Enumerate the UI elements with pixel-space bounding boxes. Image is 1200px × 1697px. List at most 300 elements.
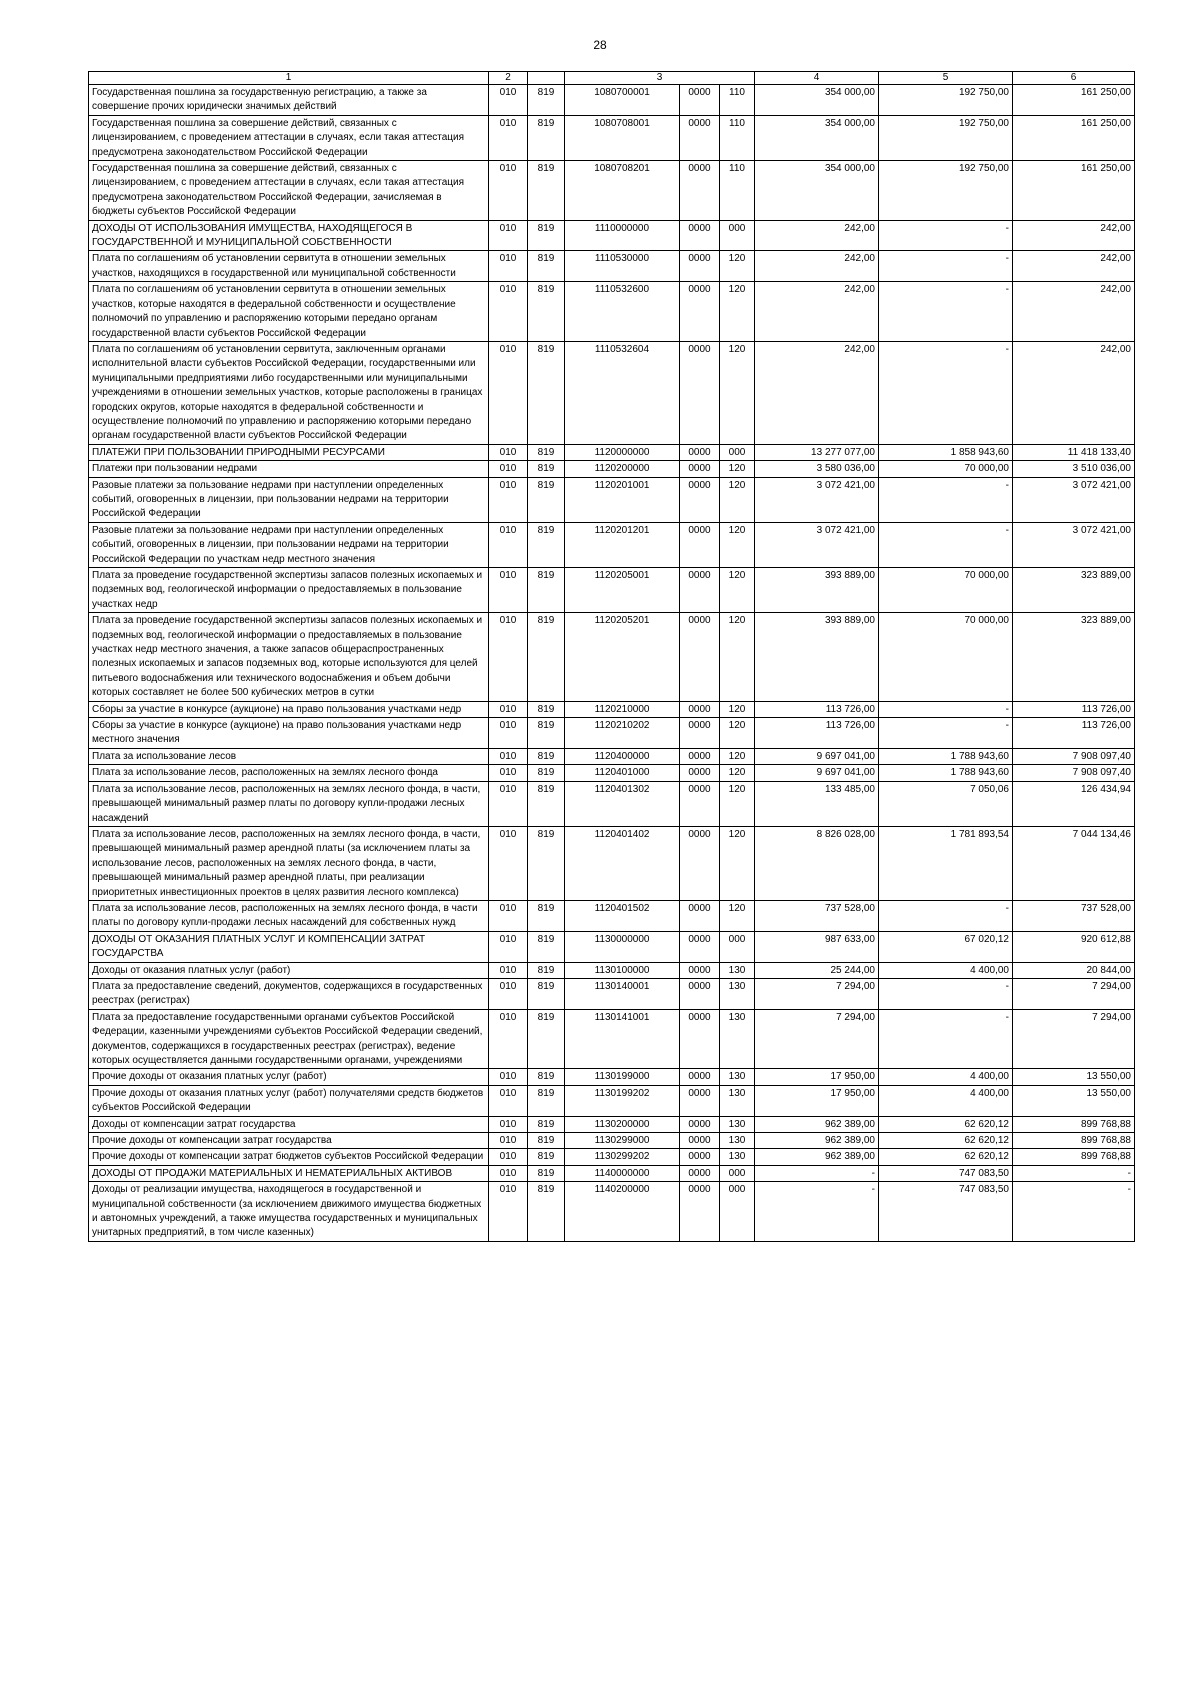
table-row — [89, 115, 1135, 160]
row-code-kosgu-cell: 120 — [720, 568, 755, 613]
row-code-admin-cell: 819 — [528, 978, 565, 1009]
row-name-cell: Плата за использование лесов, расположенных на землях лесного фонда — [89, 765, 489, 781]
row-code-program-cell: 0000 — [680, 444, 720, 460]
row-code-chapter-cell: 010 — [489, 1009, 528, 1069]
row-value-col6-cell: 113 726,00 — [1013, 701, 1135, 717]
row-value-col4-cell: 7 294,00 — [755, 978, 879, 1009]
row-code-chapter-cell: 010 — [489, 522, 528, 567]
row-value-col4-cell: 113 726,00 — [755, 718, 879, 749]
row-code-program-cell: 0000 — [680, 85, 720, 116]
row-code-admin-cell: 819 — [528, 282, 565, 342]
row-value-col5-cell: 70 000,00 — [879, 568, 1013, 613]
table-row — [89, 477, 1135, 522]
table-row — [89, 1116, 1135, 1132]
row-code-admin-cell: 819 — [528, 1009, 565, 1069]
row-code-admin-cell: 819 — [528, 161, 565, 221]
row-value-col4-cell: 242,00 — [755, 341, 879, 444]
row-value-col5-cell: 1 788 943,60 — [879, 765, 1013, 781]
row-code-kosgu-cell: 120 — [720, 765, 755, 781]
row-value-col6-cell: 7 294,00 — [1013, 978, 1135, 1009]
row-code-program-cell: 0000 — [680, 282, 720, 342]
row-value-col6-cell: 899 768,88 — [1013, 1149, 1135, 1165]
row-value-col4-cell: 9 697 041,00 — [755, 765, 879, 781]
column-number-header-row — [89, 72, 1135, 85]
row-value-col6-cell: 242,00 — [1013, 220, 1135, 251]
row-name-cell: Доходы от реализации имущества, находящегося в государственной и муниципальной собственности (за исключением движимого имущества бюджетных и автономных учреждений, а также имущества государственных и муниципальных унитарных предприятий, в том числе казенных) — [89, 1182, 489, 1242]
row-code-program-cell: 0000 — [680, 461, 720, 477]
row-value-col6-cell: 161 250,00 — [1013, 85, 1135, 116]
header-col-1: 1 — [89, 72, 489, 85]
row-code-admin-cell: 819 — [528, 826, 565, 900]
row-code-kosgu-cell: 120 — [720, 477, 755, 522]
row-code-chapter-cell: 010 — [489, 568, 528, 613]
row-code-kosgu-cell: 130 — [720, 978, 755, 1009]
table-row — [89, 341, 1135, 444]
row-value-col6-cell: 13 550,00 — [1013, 1069, 1135, 1085]
row-name-cell: Государственная пошлина за государственную регистрацию, а также за совершение прочих юридически значимых действий — [89, 85, 489, 116]
row-code-admin-cell: 819 — [528, 931, 565, 962]
row-name-cell: Плата за проведение государственной экспертизы запасов полезных ископаемых и подземных вод, геологической информации о предоставляемых в пользование участках недр местного значения, а также запасов общераспространенных полезных ископаемых и запасов подземных вод, которые используются для целей питьевого водоснабжения или технического водоснабжения и объем добычи которых составляет не более 500 кубических метров в сутки — [89, 613, 489, 701]
row-value-col4-cell: 354 000,00 — [755, 161, 879, 221]
row-name-cell: Разовые платежи за пользование недрами при наступлении определенных событий, оговоренных в лицензии, при пользовании недрами на территории Российской Федерации по участкам недр местного значения — [89, 522, 489, 567]
row-value-col6-cell: 899 768,88 — [1013, 1116, 1135, 1132]
row-code-kbk-cell: 1120401302 — [565, 781, 680, 826]
table-row — [89, 978, 1135, 1009]
header-col-6: 6 — [1013, 72, 1135, 85]
header-col-3: 3 — [565, 72, 755, 85]
row-name-cell: Плата за предоставление сведений, документов, содержащихся в государственных реестрах (регистрах) — [89, 978, 489, 1009]
row-code-admin-cell: 819 — [528, 962, 565, 978]
row-code-chapter-cell: 010 — [489, 115, 528, 160]
row-code-program-cell: 0000 — [680, 161, 720, 221]
row-code-kosgu-cell: 120 — [720, 748, 755, 764]
table-row — [89, 1009, 1135, 1069]
row-code-program-cell: 0000 — [680, 978, 720, 1009]
row-value-col5-cell: - — [879, 718, 1013, 749]
row-code-chapter-cell: 010 — [489, 718, 528, 749]
row-value-col4-cell: 13 277 077,00 — [755, 444, 879, 460]
row-code-kosgu-cell: 130 — [720, 1149, 755, 1165]
row-name-cell: Плата за проведение государственной экспертизы запасов полезных ископаемых и подземных вод, геологической информации о предоставляемых в пользование участках недр — [89, 568, 489, 613]
row-code-admin-cell: 819 — [528, 1133, 565, 1149]
row-code-kosgu-cell: 120 — [720, 718, 755, 749]
row-name-cell: ДОХОДЫ ОТ ИСПОЛЬЗОВАНИЯ ИМУЩЕСТВА, НАХОДЯЩЕГОСЯ В ГОСУДАРСТВЕННОЙ И МУНИЦИПАЛЬНОЙ СОБСТВЕННОСТИ — [89, 220, 489, 251]
header-col-4: 4 — [755, 72, 879, 85]
row-code-program-cell: 0000 — [680, 900, 720, 931]
row-value-col5-cell: - — [879, 1009, 1013, 1069]
row-code-admin-cell: 819 — [528, 900, 565, 931]
row-code-chapter-cell: 010 — [489, 1133, 528, 1149]
row-value-col6-cell: 126 434,94 — [1013, 781, 1135, 826]
row-value-col6-cell: 11 418 133,40 — [1013, 444, 1135, 460]
row-value-col5-cell: 192 750,00 — [879, 115, 1013, 160]
row-code-admin-cell: 819 — [528, 613, 565, 701]
row-value-col5-cell: - — [879, 978, 1013, 1009]
row-value-col4-cell: 242,00 — [755, 282, 879, 342]
row-name-cell: Плата по соглашениям об установлении сервитута в отношении земельных участков, которые находятся в федеральной собственности и осуществление полномочий по управлению и распоряжению которыми передано органам государственной власти субъектов Российской Федерации — [89, 282, 489, 342]
row-value-col6-cell: 7 044 134,46 — [1013, 826, 1135, 900]
row-name-cell: Плата по соглашениям об установлении сервитута, заключенным органами исполнительной власти субъектов Российской Федерации, государственными или муниципальными предприятиями либо государственными или муниципальными учреждениями в отношении земельных участков, которые расположены в границах городских округов, которые находятся в федеральной собственности и осуществление полномочий по управлению и распоряжению которыми передано органам государственной власти субъектов Российской Федерации — [89, 341, 489, 444]
row-value-col5-cell: - — [879, 341, 1013, 444]
row-code-kbk-cell: 1140200000 — [565, 1182, 680, 1242]
table-row — [89, 613, 1135, 701]
row-value-col4-cell: 962 389,00 — [755, 1133, 879, 1149]
row-code-chapter-cell: 010 — [489, 900, 528, 931]
row-code-kbk-cell: 1120210000 — [565, 701, 680, 717]
row-code-chapter-cell: 010 — [489, 962, 528, 978]
row-code-program-cell: 0000 — [680, 477, 720, 522]
row-code-admin-cell: 819 — [528, 748, 565, 764]
table-row — [89, 1085, 1135, 1116]
row-name-cell: Плата за использование лесов, расположенных на землях лесного фонда, в части платы по договору купли-продажи лесных насаждений для собственных нужд — [89, 900, 489, 931]
row-name-cell: Разовые платежи за пользование недрами при наступлении определенных событий, оговоренных в лицензии, при пользовании недрами на территории Российской Федерации — [89, 477, 489, 522]
row-code-kbk-cell: 1120201001 — [565, 477, 680, 522]
row-name-cell: Доходы от оказания платных услуг (работ) — [89, 962, 489, 978]
row-code-kbk-cell: 1130199202 — [565, 1085, 680, 1116]
row-code-chapter-cell: 010 — [489, 748, 528, 764]
row-value-col5-cell: 192 750,00 — [879, 161, 1013, 221]
row-value-col6-cell: 899 768,88 — [1013, 1133, 1135, 1149]
row-value-col4-cell: 17 950,00 — [755, 1069, 879, 1085]
table-row — [89, 718, 1135, 749]
table-row — [89, 962, 1135, 978]
row-value-col4-cell: 7 294,00 — [755, 1009, 879, 1069]
row-value-col5-cell: 7 050,06 — [879, 781, 1013, 826]
header-col-2-sub — [528, 72, 565, 85]
row-value-col6-cell: 7 294,00 — [1013, 1009, 1135, 1069]
row-code-chapter-cell: 010 — [489, 220, 528, 251]
row-value-col4-cell: 25 244,00 — [755, 962, 879, 978]
row-value-col4-cell: 242,00 — [755, 251, 879, 282]
row-code-program-cell: 0000 — [680, 1009, 720, 1069]
row-code-kosgu-cell: 110 — [720, 161, 755, 221]
row-code-program-cell: 0000 — [680, 826, 720, 900]
row-value-col5-cell: 70 000,00 — [879, 613, 1013, 701]
row-code-chapter-cell: 010 — [489, 1116, 528, 1132]
table-row — [89, 931, 1135, 962]
row-code-admin-cell: 819 — [528, 1149, 565, 1165]
row-code-kbk-cell: 1110532604 — [565, 341, 680, 444]
row-value-col4-cell: 962 389,00 — [755, 1149, 879, 1165]
table-body — [89, 72, 1135, 1242]
row-name-cell: Плата за предоставление государственными органами субъектов Российской Федерации, казенными учреждениями субъектов Российской Федерации сведений, документов, содержащихся в государственных реестрах (регистрах), ведение которых осуществляется данными государственными органами, учреждениями — [89, 1009, 489, 1069]
row-code-admin-cell: 819 — [528, 251, 565, 282]
row-code-chapter-cell: 010 — [489, 1165, 528, 1181]
row-code-kosgu-cell: 000 — [720, 1182, 755, 1242]
row-value-col5-cell: 1 858 943,60 — [879, 444, 1013, 460]
row-code-kosgu-cell: 120 — [720, 522, 755, 567]
row-value-col4-cell: 133 485,00 — [755, 781, 879, 826]
row-name-cell: Плата за использование лесов, расположенных на землях лесного фонда, в части, превышающей минимальный размер платы по договору купли-продажи лесных насаждений — [89, 781, 489, 826]
row-code-program-cell: 0000 — [680, 748, 720, 764]
row-value-col6-cell: 161 250,00 — [1013, 161, 1135, 221]
row-code-kbk-cell: 1120401502 — [565, 900, 680, 931]
row-value-col6-cell: 242,00 — [1013, 341, 1135, 444]
row-value-col6-cell: 242,00 — [1013, 282, 1135, 342]
row-value-col6-cell: 920 612,88 — [1013, 931, 1135, 962]
table-row — [89, 701, 1135, 717]
row-value-col5-cell: - — [879, 477, 1013, 522]
row-value-col5-cell: 747 083,50 — [879, 1182, 1013, 1242]
row-code-chapter-cell: 010 — [489, 1149, 528, 1165]
row-value-col4-cell: 393 889,00 — [755, 568, 879, 613]
row-code-program-cell: 0000 — [680, 781, 720, 826]
row-code-kbk-cell: 1130299000 — [565, 1133, 680, 1149]
row-value-col6-cell: - — [1013, 1165, 1135, 1181]
row-value-col6-cell: 161 250,00 — [1013, 115, 1135, 160]
row-code-kbk-cell: 1080708201 — [565, 161, 680, 221]
row-value-col4-cell: - — [755, 1182, 879, 1242]
row-code-kbk-cell: 1080708001 — [565, 115, 680, 160]
table-row — [89, 251, 1135, 282]
row-code-chapter-cell: 010 — [489, 613, 528, 701]
row-value-col5-cell: 62 620,12 — [879, 1149, 1013, 1165]
table-row — [89, 900, 1135, 931]
row-value-col6-cell: 7 908 097,40 — [1013, 748, 1135, 764]
row-value-col6-cell: 20 844,00 — [1013, 962, 1135, 978]
row-code-chapter-cell: 010 — [489, 1182, 528, 1242]
row-code-program-cell: 0000 — [680, 1069, 720, 1085]
row-code-chapter-cell: 010 — [489, 701, 528, 717]
row-code-program-cell: 0000 — [680, 1116, 720, 1132]
row-name-cell: ДОХОДЫ ОТ ПРОДАЖИ МАТЕРИАЛЬНЫХ И НЕМАТЕРИАЛЬНЫХ АКТИВОВ — [89, 1165, 489, 1181]
row-code-kosgu-cell: 120 — [720, 826, 755, 900]
row-name-cell: Прочие доходы от оказания платных услуг (работ) — [89, 1069, 489, 1085]
row-code-kosgu-cell: 110 — [720, 85, 755, 116]
row-value-col6-cell: 323 889,00 — [1013, 613, 1135, 701]
row-value-col5-cell: 192 750,00 — [879, 85, 1013, 116]
row-value-col5-cell: 4 400,00 — [879, 1085, 1013, 1116]
row-value-col4-cell: 987 633,00 — [755, 931, 879, 962]
row-value-col6-cell: 3 072 421,00 — [1013, 522, 1135, 567]
row-value-col4-cell: 8 826 028,00 — [755, 826, 879, 900]
row-code-kosgu-cell: 120 — [720, 251, 755, 282]
row-code-program-cell: 0000 — [680, 1149, 720, 1165]
row-code-program-cell: 0000 — [680, 613, 720, 701]
row-code-admin-cell: 819 — [528, 1182, 565, 1242]
row-value-col5-cell: 747 083,50 — [879, 1165, 1013, 1181]
row-code-kosgu-cell: 120 — [720, 701, 755, 717]
row-code-kbk-cell: 1130299202 — [565, 1149, 680, 1165]
row-code-admin-cell: 819 — [528, 461, 565, 477]
page-number: 28 — [593, 38, 607, 52]
row-value-col4-cell: 354 000,00 — [755, 115, 879, 160]
table-row — [89, 765, 1135, 781]
row-code-kbk-cell: 1120200000 — [565, 461, 680, 477]
row-code-kbk-cell: 1120400000 — [565, 748, 680, 764]
row-value-col4-cell: - — [755, 1165, 879, 1181]
row-code-kbk-cell: 1080700001 — [565, 85, 680, 116]
row-code-kosgu-cell: 000 — [720, 1165, 755, 1181]
row-code-admin-cell: 819 — [528, 781, 565, 826]
row-value-col4-cell: 393 889,00 — [755, 613, 879, 701]
row-value-col4-cell: 242,00 — [755, 220, 879, 251]
table-row — [89, 781, 1135, 826]
row-code-program-cell: 0000 — [680, 962, 720, 978]
row-code-kbk-cell: 1130100000 — [565, 962, 680, 978]
row-code-kosgu-cell: 000 — [720, 444, 755, 460]
row-name-cell: Плата за использование лесов — [89, 748, 489, 764]
row-code-chapter-cell: 010 — [489, 931, 528, 962]
revenue-report-table — [88, 71, 1135, 1242]
row-code-kosgu-cell: 000 — [720, 931, 755, 962]
table-row — [89, 826, 1135, 900]
row-code-chapter-cell: 010 — [489, 461, 528, 477]
table-row — [89, 1165, 1135, 1181]
row-code-chapter-cell: 010 — [489, 444, 528, 460]
row-code-program-cell: 0000 — [680, 522, 720, 567]
row-code-program-cell: 0000 — [680, 341, 720, 444]
row-code-program-cell: 0000 — [680, 251, 720, 282]
row-value-col4-cell: 354 000,00 — [755, 85, 879, 116]
row-code-program-cell: 0000 — [680, 701, 720, 717]
row-value-col5-cell: 62 620,12 — [879, 1116, 1013, 1132]
row-code-admin-cell: 819 — [528, 85, 565, 116]
row-code-admin-cell: 819 — [528, 522, 565, 567]
row-code-kbk-cell: 1120201201 — [565, 522, 680, 567]
row-value-col6-cell: 3 072 421,00 — [1013, 477, 1135, 522]
row-value-col6-cell: 7 908 097,40 — [1013, 765, 1135, 781]
row-value-col5-cell: - — [879, 251, 1013, 282]
row-code-kosgu-cell: 120 — [720, 341, 755, 444]
row-code-kosgu-cell: 130 — [720, 962, 755, 978]
row-code-program-cell: 0000 — [680, 220, 720, 251]
row-code-kbk-cell: 1110532600 — [565, 282, 680, 342]
row-code-kbk-cell: 1120000000 — [565, 444, 680, 460]
row-code-kbk-cell: 1120205201 — [565, 613, 680, 701]
row-code-kbk-cell: 1130200000 — [565, 1116, 680, 1132]
row-code-chapter-cell: 010 — [489, 161, 528, 221]
row-value-col4-cell: 3 072 421,00 — [755, 522, 879, 567]
row-value-col5-cell: - — [879, 282, 1013, 342]
row-code-admin-cell: 819 — [528, 220, 565, 251]
row-value-col5-cell: - — [879, 220, 1013, 251]
row-value-col6-cell: 323 889,00 — [1013, 568, 1135, 613]
row-code-admin-cell: 819 — [528, 1069, 565, 1085]
table-row — [89, 1069, 1135, 1085]
row-code-kosgu-cell: 120 — [720, 613, 755, 701]
row-value-col4-cell: 113 726,00 — [755, 701, 879, 717]
row-value-col5-cell: 1 788 943,60 — [879, 748, 1013, 764]
row-code-kbk-cell: 1140000000 — [565, 1165, 680, 1181]
row-code-admin-cell: 819 — [528, 1116, 565, 1132]
row-value-col5-cell: 1 781 893,54 — [879, 826, 1013, 900]
table-row — [89, 220, 1135, 251]
table-row — [89, 444, 1135, 460]
row-code-admin-cell: 819 — [528, 1165, 565, 1181]
row-name-cell: ПЛАТЕЖИ ПРИ ПОЛЬЗОВАНИИ ПРИРОДНЫМИ РЕСУРСАМИ — [89, 444, 489, 460]
row-code-kosgu-cell: 000 — [720, 220, 755, 251]
row-code-chapter-cell: 010 — [489, 251, 528, 282]
table-row — [89, 461, 1135, 477]
row-value-col6-cell: 113 726,00 — [1013, 718, 1135, 749]
row-code-program-cell: 0000 — [680, 1165, 720, 1181]
table-row — [89, 568, 1135, 613]
row-name-cell: Государственная пошлина за совершение действий, связанных с лицензированием, с проведением аттестации в случаях, если такая аттестация предусмотрена законодательством Российской Федерации — [89, 115, 489, 160]
row-code-kbk-cell: 1130141001 — [565, 1009, 680, 1069]
table-row — [89, 85, 1135, 116]
row-code-kosgu-cell: 130 — [720, 1116, 755, 1132]
row-code-kbk-cell: 1120210202 — [565, 718, 680, 749]
row-code-kbk-cell: 1120401402 — [565, 826, 680, 900]
table-row — [89, 1133, 1135, 1149]
row-value-col6-cell: 13 550,00 — [1013, 1085, 1135, 1116]
row-code-program-cell: 0000 — [680, 1182, 720, 1242]
row-value-col6-cell: 242,00 — [1013, 251, 1135, 282]
row-name-cell: Сборы за участие в конкурсе (аукционе) на право пользования участками недр — [89, 701, 489, 717]
table-row — [89, 161, 1135, 221]
row-code-kosgu-cell: 130 — [720, 1133, 755, 1149]
row-code-chapter-cell: 010 — [489, 978, 528, 1009]
row-code-kosgu-cell: 120 — [720, 781, 755, 826]
row-code-kosgu-cell: 130 — [720, 1009, 755, 1069]
row-value-col4-cell: 17 950,00 — [755, 1085, 879, 1116]
row-code-program-cell: 0000 — [680, 115, 720, 160]
row-code-chapter-cell: 010 — [489, 1085, 528, 1116]
row-value-col4-cell: 9 697 041,00 — [755, 748, 879, 764]
row-code-kbk-cell: 1130140001 — [565, 978, 680, 1009]
row-code-admin-cell: 819 — [528, 115, 565, 160]
row-value-col6-cell: 3 510 036,00 — [1013, 461, 1135, 477]
row-name-cell: Государственная пошлина за совершение действий, связанных с лицензированием, с проведением аттестации в случаях, если такая аттестация предусмотрена законодательством Российской Федерации, зачисляемая в бюджеты субъектов Российской Федерации — [89, 161, 489, 221]
row-value-col4-cell: 3 580 036,00 — [755, 461, 879, 477]
table-row — [89, 282, 1135, 342]
table-row — [89, 1149, 1135, 1165]
row-value-col5-cell: 70 000,00 — [879, 461, 1013, 477]
row-code-kbk-cell: 1110000000 — [565, 220, 680, 251]
row-name-cell: Прочие доходы от компенсации затрат бюджетов субъектов Российской Федерации — [89, 1149, 489, 1165]
row-code-chapter-cell: 010 — [489, 765, 528, 781]
row-code-chapter-cell: 010 — [489, 781, 528, 826]
row-code-chapter-cell: 010 — [489, 282, 528, 342]
row-value-col5-cell: - — [879, 900, 1013, 931]
row-code-chapter-cell: 010 — [489, 477, 528, 522]
row-code-kosgu-cell: 130 — [720, 1069, 755, 1085]
row-code-program-cell: 0000 — [680, 931, 720, 962]
row-code-chapter-cell: 010 — [489, 1069, 528, 1085]
row-value-col6-cell: - — [1013, 1182, 1135, 1242]
row-name-cell: Прочие доходы от компенсации затрат государства — [89, 1133, 489, 1149]
table-row — [89, 522, 1135, 567]
row-code-admin-cell: 819 — [528, 341, 565, 444]
row-value-col5-cell: 62 620,12 — [879, 1133, 1013, 1149]
row-code-kbk-cell: 1110530000 — [565, 251, 680, 282]
row-code-admin-cell: 819 — [528, 568, 565, 613]
row-name-cell: Сборы за участие в конкурсе (аукционе) на право пользования участками недр местного значения — [89, 718, 489, 749]
row-name-cell: Плата за использование лесов, расположенных на землях лесного фонда, в части, превышающей минимальный размер арендной платы (за исключением платы за использование лесов, расположенных на землях лесного фонда, в части, превышающей минимальный размер арендной платы, при реализации приоритетных инвестиционных проектов в целях развития лесного комплекса) — [89, 826, 489, 900]
row-code-kosgu-cell: 110 — [720, 115, 755, 160]
row-name-cell: Прочие доходы от оказания платных услуг (работ) получателями средств бюджетов субъектов Российской Федерации — [89, 1085, 489, 1116]
row-code-kbk-cell: 1120401000 — [565, 765, 680, 781]
row-code-program-cell: 0000 — [680, 1133, 720, 1149]
table-row — [89, 1182, 1135, 1242]
row-code-program-cell: 0000 — [680, 568, 720, 613]
row-name-cell: ДОХОДЫ ОТ ОКАЗАНИЯ ПЛАТНЫХ УСЛУГ И КОМПЕНСАЦИИ ЗАТРАТ ГОСУДАРСТВА — [89, 931, 489, 962]
row-value-col4-cell: 3 072 421,00 — [755, 477, 879, 522]
row-name-cell: Платежи при пользовании недрами — [89, 461, 489, 477]
header-col-2: 2 — [489, 72, 528, 85]
row-code-program-cell: 0000 — [680, 718, 720, 749]
row-code-admin-cell: 819 — [528, 765, 565, 781]
row-code-kbk-cell: 1130199000 — [565, 1069, 680, 1085]
row-code-program-cell: 0000 — [680, 1085, 720, 1116]
row-code-admin-cell: 819 — [528, 701, 565, 717]
row-value-col5-cell: 4 400,00 — [879, 962, 1013, 978]
row-code-kosgu-cell: 120 — [720, 900, 755, 931]
row-name-cell: Плата по соглашениям об установлении сервитута в отношении земельных участков, находящихся в государственной или муниципальной собственности — [89, 251, 489, 282]
row-code-chapter-cell: 010 — [489, 341, 528, 444]
row-code-admin-cell: 819 — [528, 477, 565, 522]
